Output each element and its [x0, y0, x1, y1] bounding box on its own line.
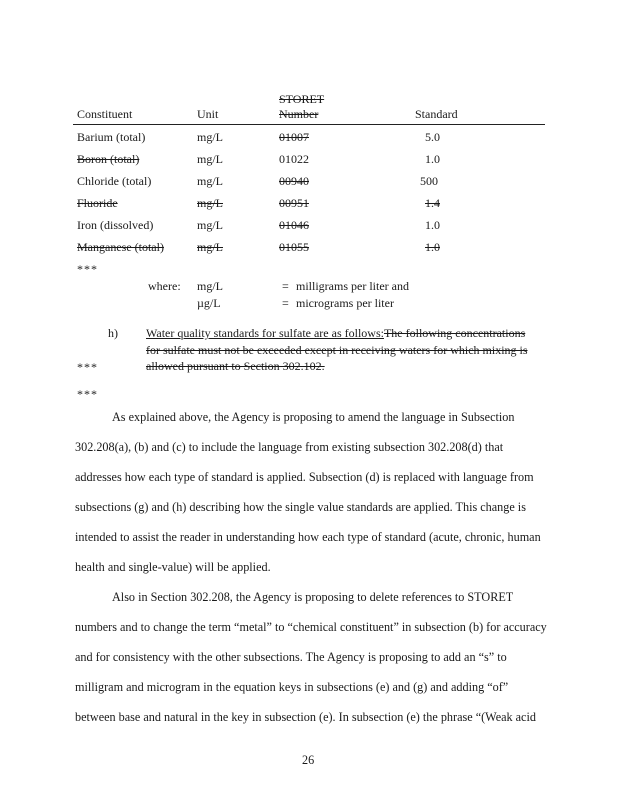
- item-h-line-1: [146, 326, 525, 341]
- unit-header: Unit: [197, 107, 219, 121]
- key-unit: µg/L: [197, 296, 221, 310]
- page-number: 26: [302, 753, 315, 767]
- item-h-underlined-text: Water quality standards for sulfate are as follows:: [146, 326, 384, 340]
- table-row-unit: mg/L: [197, 218, 223, 232]
- item-h-line-2: for sulfate must not be exceeded except in receiving waters for which mixing is: [146, 343, 528, 357]
- table-row-constituent: Manganese (total): [77, 240, 164, 254]
- body-line: subsections (g) and (h) describing how the single value standards are applied. This change is: [75, 500, 526, 514]
- table-row-constituent: Fluoride: [77, 196, 118, 210]
- table-row-unit: mg/L: [197, 240, 223, 254]
- table-continuation-stars: ***: [77, 262, 98, 276]
- table-row-standard: 1.0: [425, 152, 440, 166]
- key-unit: mg/L: [197, 279, 223, 293]
- body-line: and for consistency with the other subsections. The Agency is proposing to add an “s” to: [75, 650, 507, 664]
- key-dash: =: [282, 296, 289, 310]
- table-row-standard: 1.4: [425, 196, 440, 210]
- key-definition: micrograms per liter: [296, 296, 394, 310]
- key-where-label: where:: [148, 279, 181, 293]
- table-row-storet: 00940: [279, 174, 309, 188]
- storet-header-top: STORET: [279, 92, 325, 106]
- body-line: numbers and to change the term “metal” to “chemical constituent” in subsection (b) for accuracy: [75, 620, 547, 634]
- body-line: addresses how each type of standard is applied. Subsection (d) is replaced with language from: [75, 470, 534, 484]
- body-line: Also in Section 302.208, the Agency is proposing to delete references to STORET: [112, 590, 514, 604]
- key-dash: =: [282, 279, 289, 293]
- table-row-storet: 01055: [279, 240, 309, 254]
- body-line: 302.208(a), (b) and (c) to include the language from existing subsection 302.208(d) that: [75, 440, 504, 454]
- key-definition: milligrams per liter and: [296, 279, 409, 293]
- stars-separator: ***: [77, 387, 98, 401]
- body-line: health and single-value) will be applied.: [75, 560, 271, 574]
- table-row-standard: 1.0: [425, 218, 440, 232]
- body-line: milligram and microgram in the equation keys in subsections (e) and (g) and adding “of”: [75, 680, 509, 694]
- body-line: between base and natural in the key in subsection (e). In subsection (e) the phrase “(Weak acid: [75, 710, 536, 724]
- table-row-standard: 5.0: [425, 130, 440, 144]
- item-h-label: h): [108, 326, 118, 340]
- table-row-storet: 00951: [279, 196, 309, 210]
- table-row-constituent: Chloride (total): [77, 174, 152, 188]
- table-row-storet: 01007: [279, 130, 309, 144]
- standard-header: Standard: [415, 107, 458, 121]
- table-row-constituent: Boron (total): [77, 152, 140, 166]
- table-row-unit: mg/L: [197, 196, 223, 210]
- table-row-standard: 500: [420, 174, 438, 188]
- table-row-unit: mg/L: [197, 152, 223, 166]
- table-header-rule: [73, 124, 545, 125]
- table-row-constituent: Iron (dissolved): [77, 218, 154, 232]
- table-row-standard: 1.0: [425, 240, 440, 254]
- table-row-unit: mg/L: [197, 130, 223, 144]
- storet-header-bottom: Number: [279, 107, 319, 121]
- constituent-header: Constituent: [77, 107, 133, 121]
- table-row-constituent: Barium (total): [77, 130, 146, 144]
- table-row-unit: mg/L: [197, 174, 223, 188]
- table-row-storet: 01046: [279, 218, 309, 232]
- body-line: intended to assist the reader in understanding how each type of standard (acute, chronic, human: [75, 530, 541, 544]
- item-h-line-3: allowed pursuant to Section 302.102.: [146, 359, 325, 373]
- item-h-struck-text: The following concentrations: [383, 326, 526, 340]
- body-line: As explained above, the Agency is proposing to amend the language in Subsection: [112, 410, 515, 424]
- table-row-storet: 01022: [279, 152, 309, 166]
- stars-separator: ***: [77, 360, 98, 374]
